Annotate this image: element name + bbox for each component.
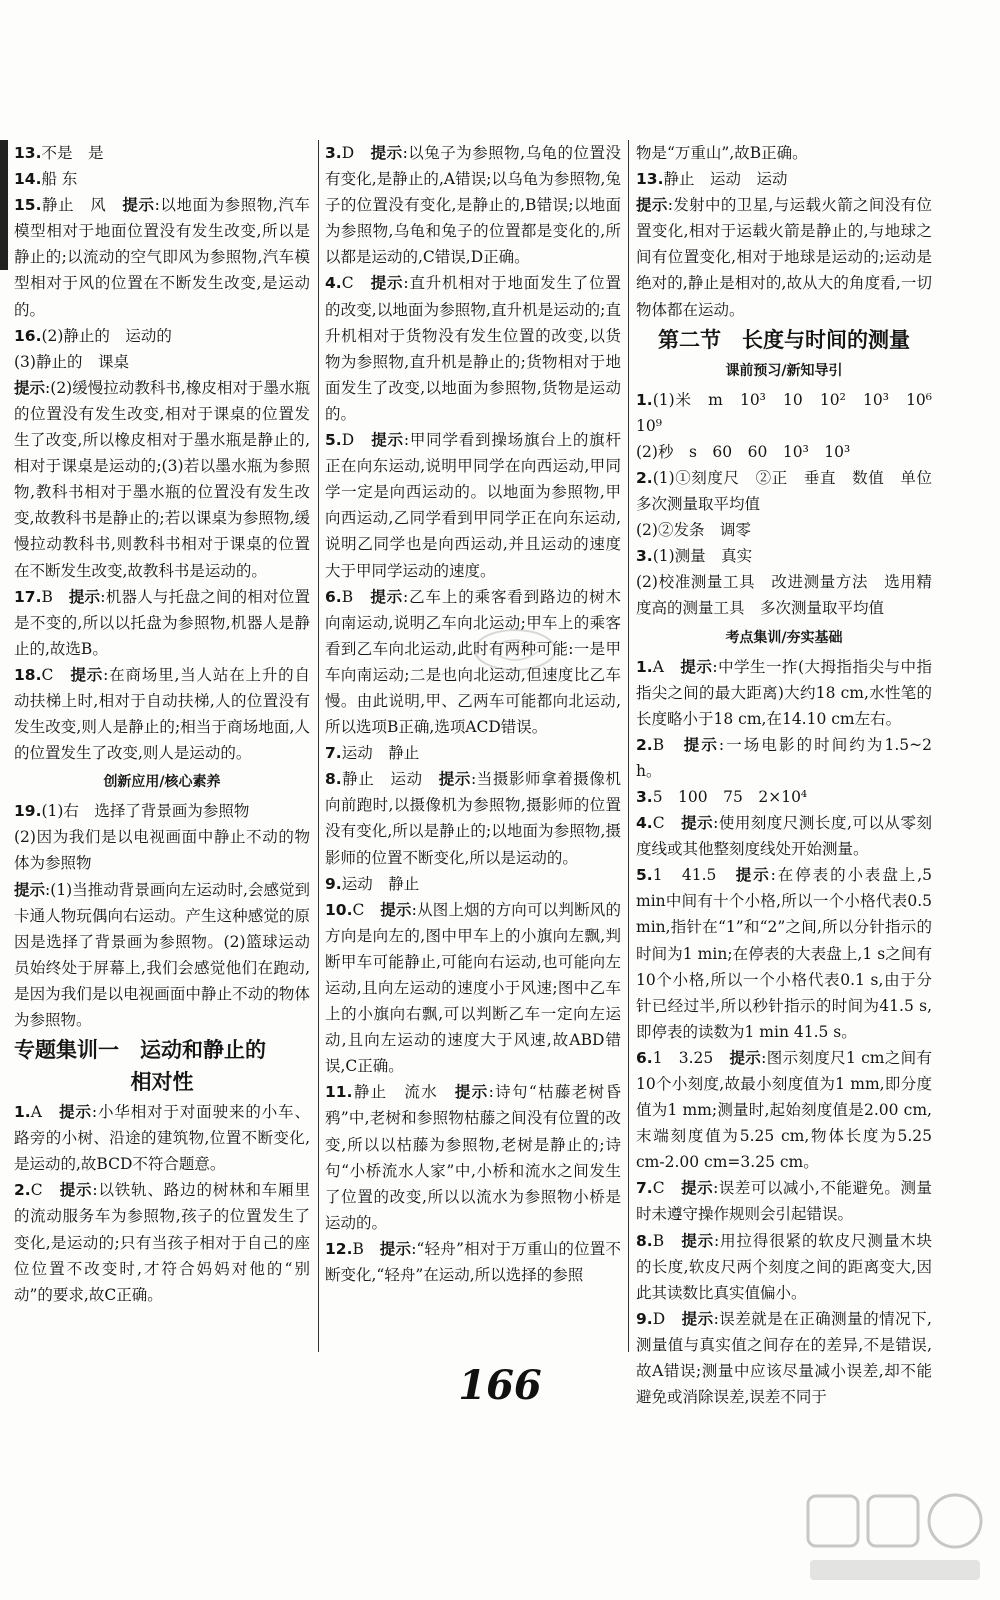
answer-number: 1.	[14, 1103, 31, 1122]
answer-text: C	[30, 1181, 60, 1200]
answer-text: D	[652, 1309, 682, 1328]
watermark-stamp-icon	[470, 625, 560, 675]
answer-number: 1.	[636, 390, 653, 409]
hint-text: :“轻舟”相对于万重山的位置不断变化,“轻舟”在运动,所以选择的参照	[325, 1239, 621, 1285]
answer-item	[636, 1228, 932, 1306]
hint-text: :在商场里,当人站在上升的自动扶梯上时,相对于自动扶梯,人的位置没有发生改变,则人是静止的;相当于商场地面,人的位置发生了改变,则人是运动的。	[14, 665, 310, 763]
answer-text: C	[652, 1179, 682, 1198]
answer-number: 6.	[636, 1048, 653, 1067]
hint-label: 提示	[379, 1239, 412, 1258]
section-heading: 第二节 长度与时间的测量	[658, 327, 910, 352]
answer-item	[636, 543, 932, 569]
answer-text: (1)米 m 10³ 10 10² 10³ 10⁶ 10⁹	[636, 390, 948, 435]
hint-label: 提示	[681, 1231, 715, 1250]
hint-text: :(2)缓慢拉动教科书,橡皮相对于墨水瓶的位置没有发生改变,相对于课桌的位置发生了改变,所以橡皮相对于墨水瓶是静止的,相对于课桌是运动的;(3)若以墨水瓶为参照物,教科书相对于墨水瓶的位置没有发生改变,故教科书是静止的;若以课桌为参照物,缓慢拉动教科书,则教科书相对于课桌的位置在不断发生改变,故教科书是运动的。	[14, 378, 310, 580]
answer-number: 3.	[636, 547, 653, 566]
answer-item	[325, 1079, 621, 1236]
answer-number: 15.	[14, 196, 42, 215]
answer-number: 9.	[325, 874, 342, 893]
answer-text: C	[41, 665, 71, 684]
hint-text: :一场电影的时间约为1.5~2 h。	[636, 735, 932, 780]
column-divider	[628, 140, 629, 1352]
answer-text: B	[352, 1239, 380, 1258]
hint-text: :用拉得很紧的软皮尺测量木块的长度,软皮尺两个刻度之间的距离变大,因此其读数比真实值偏小。	[636, 1231, 932, 1302]
answer-text: 静止 运动 运动	[663, 170, 788, 189]
answer-number: 19.	[14, 802, 42, 821]
hint-text: :甲同学看到操场旗台上的旗杆正在向东运动,说明甲同学在向西运动,甲同学一定是向西运动的。以地面为参照物,甲向西运动,乙同学看到甲同学正在向东运动,说明乙同学也是向西运动,并且运动的速度大于甲同学运动的速度。	[325, 431, 621, 580]
answer-number: 2.	[14, 1181, 31, 1200]
page-number: 166	[458, 1362, 542, 1409]
answer-item	[636, 569, 932, 621]
hint-text: :发射中的卫星,与运载火箭之间没有位置变化,相对于运载火箭是静止的,与地球之间有位置变化,相对于地球是运动的;运动是绝对的,静止是相对的,故从大的角度看,一切物体都在运动。	[636, 196, 932, 319]
hint-label: 提示	[70, 665, 104, 684]
answer-text: 5 100 75 2×10⁴	[652, 787, 808, 806]
column-divider	[318, 140, 319, 1352]
answer-text: 1 41.5	[652, 866, 736, 885]
section-subheading: 考点集训/夯实基础	[725, 629, 843, 646]
answer-item	[325, 897, 621, 1080]
section-subheading: 创新应用/核心素养	[103, 774, 221, 791]
answer-text: 运动 静止	[341, 744, 420, 763]
answer-item	[325, 766, 621, 870]
hint-label: 提示	[370, 144, 403, 162]
answer-number: 9.	[636, 1309, 653, 1328]
answer-text: 物是“万重山”,故B正确。	[636, 144, 808, 162]
answer-text: (2)②发条 调零	[636, 521, 751, 540]
answer-text: (1)①刻度尺 ②正 垂直 数值 单位 多次测量取平均值	[636, 468, 948, 514]
answer-number: 18.	[14, 665, 42, 684]
hint-label: 提示	[371, 431, 404, 450]
answer-item	[14, 349, 310, 375]
hint-text: :从图上烟的方向可以判断风的方向是向左的,图中甲车上的小旗向左飘,判断甲车可能静止,可能向右运动,也可能向左运动,且向左运动的速度小于风速;图中乙车上的小旗向右飘,可以判断乙车一定向左运动,且向左运动的速度大于风速,故ABD错误,C正确。	[325, 900, 621, 1076]
hint-text: :以兔子为参照物,乌龟的位置没有变化,是静止的,A错误;以乌龟为参照物,兔子的位置没有变化,是静止的,B错误;以地面为参照物,乌龟和兔子的位置都是变化的,所以都是运动的,C错误,D正确。	[325, 144, 621, 267]
answer-number: 7.	[325, 744, 342, 763]
hint-text: :直升机相对于地面发生了位置的改变,以地面为参照物,直升机是运动的;直升机相对于货物没有发生位置的改变,以货物为参照物,直升机是静止的;货物相对于地面发生了改变,以地面为参照物,货物是运动的。	[325, 274, 621, 423]
hint-text: :当摄影师拿着摄像机向前跑时,以摄像机为参照物,摄影师的位置没有变化,所以是静止的;以地面为参照物,摄影师的位置不断变化,所以是运动的。	[325, 770, 621, 867]
answer-text: D	[341, 431, 372, 450]
hint-label: 提示	[683, 735, 719, 754]
answer-text: (2)静止的 运动的	[41, 326, 172, 345]
hint-label: 提示	[636, 196, 668, 215]
answer-number: 5.	[325, 431, 342, 450]
column-middle	[325, 140, 621, 1352]
answer-number: 8.	[636, 1231, 653, 1250]
hint-label: 提示	[59, 1181, 93, 1200]
hint-text: :误差就是在正确测量的情况下,测量值与真实值之间存在的差异,不是错误,故A错误;测量中应该尽量减小误差,却不能避免或消除误差,误差不同于	[636, 1309, 932, 1407]
answer-item	[14, 192, 310, 322]
watermark-logo-icon	[800, 1488, 990, 1588]
answer-item	[636, 810, 932, 862]
hint-text: :以地面为参照物,汽车模型相对于地面位置没有发生改变,所以是静止的;以流动的空气即风为参照物,汽车模型相对于风的位置在不断发生改变,是运动的。	[14, 196, 310, 319]
answer-text: A	[30, 1103, 60, 1122]
answer-text: A	[652, 657, 681, 676]
answer-text: C	[652, 814, 682, 833]
answer-item	[14, 166, 310, 192]
hint-label: 提示	[729, 1048, 762, 1067]
hint-label: 提示	[14, 880, 46, 899]
answer-number: 3.	[636, 787, 653, 806]
answer-text: 船 东	[41, 170, 78, 189]
hint-label: 提示	[59, 1103, 92, 1122]
hint-text: :乙车上的乘客看到路边的树木向南运动,说明乙车向北运动;甲车上的乘客看到乙车向北运动,此时有两种可能:一是甲车向南运动;二是也向北运动,但速度比乙车慢。由此说明,甲、乙两车可能都向北运动,所以选项B正确,选项ACD错误。	[325, 587, 621, 737]
answer-item	[325, 270, 621, 427]
answer-item	[636, 517, 932, 543]
answer-number: 10.	[325, 900, 353, 919]
binding-edge-bar	[0, 140, 8, 270]
answer-item	[636, 1045, 932, 1175]
hint-label: 提示	[370, 587, 404, 606]
answer-item	[325, 427, 621, 584]
answer-item	[325, 140, 621, 270]
answer-item	[14, 140, 310, 166]
answer-text: 不是 是	[41, 144, 104, 162]
answer-number: 17.	[14, 587, 42, 606]
answer-text: 静止 运动	[341, 770, 439, 789]
answer-text: 1 3.25	[652, 1048, 730, 1067]
hint-text: :图示刻度尺1 cm之间有10个小刻度,故最小刻度值为1 mm,即分度值为1 mm;测量时,起始刻度值是2.00 cm,末端刻度值为5.25 cm,物体长度为5.25 cm-2.00 cm=3.25 cm。	[636, 1048, 933, 1172]
answer-text: B	[652, 735, 684, 754]
answer-number: 13.	[636, 170, 664, 189]
hint-text: :在停表的小表盘上,5 min中间有十个小格,所以一个小格代表0.5 min,指针在“1”和“2”之间,所以分针指示的时间为1 min;在停表的大表盘上,1 s之间有10个小格,所以一个小格代表0.1 s,由于分针已经过半,所以秒针指示的时间为41.5 s,即停表的读数为1 min 41.5 s。	[636, 866, 932, 1041]
answer-number: 2.	[636, 468, 653, 487]
hint-label: 提示	[370, 274, 404, 293]
answer-item	[14, 1177, 310, 1307]
answer-item	[636, 1175, 932, 1227]
answer-text: B	[341, 587, 371, 606]
answer-number: 14.	[14, 170, 42, 189]
answer-number: 4.	[636, 814, 653, 833]
answer-item	[636, 140, 932, 166]
hint-label: 提示	[681, 1179, 714, 1198]
answer-item	[636, 192, 932, 322]
section-heading: 专题集训一 运动和静止的	[14, 1038, 266, 1063]
hint-text: :诗句“枯藤老树昏鸦”中,老树和参照物枯藤之间没有位置的改变,所以以枯藤为参照物,老树是静止的;诗句“小桥流水人家”中,小桥和流水之间发生了位置的改变,所以以流水为参照物小桥是运动的。	[325, 1083, 621, 1232]
answer-item	[636, 439, 932, 465]
answer-item	[636, 784, 932, 810]
hint-label: 提示	[14, 378, 46, 397]
answer-number: 8.	[325, 770, 342, 789]
section-subheading: 课前预习/新知导引	[725, 362, 843, 379]
answer-number: 4.	[325, 274, 342, 293]
answer-item	[636, 732, 932, 784]
answer-item	[14, 877, 310, 1034]
answer-number: 5.	[636, 866, 653, 885]
answer-item	[14, 662, 310, 766]
hint-text: :中学生一拃(大拇指指尖与中指指尖之间的最大距离)大约18 cm,水性笔的长度略小于18 cm,在14.10 cm左右。	[636, 657, 932, 728]
hint-label: 提示	[438, 770, 471, 789]
answer-number: 3.	[325, 144, 342, 162]
answer-item	[14, 798, 310, 824]
answer-item	[14, 584, 310, 662]
answer-item	[14, 1099, 310, 1177]
answer-text: (1)右 选择了背景画为参照物	[41, 802, 250, 821]
answer-text: (3)静止的 课桌	[14, 352, 129, 371]
hint-label: 提示	[681, 814, 714, 833]
hint-label: 提示	[680, 657, 713, 676]
answer-text: (2)因为我们是以电视画面中静止不动的物体为参照物	[14, 828, 310, 873]
hint-text: :误差可以减小,不能避免。测量时未遵守操作规则会引起错误。	[636, 1179, 932, 1224]
answer-number: 1.	[636, 657, 653, 676]
hint-label: 提示	[380, 900, 412, 919]
answer-text: 运动 静止	[341, 874, 420, 893]
hint-text: :机器人与托盘之间的相对位置是不变的,所以以托盘为参照物,机器人是静止的,故选B。	[14, 587, 310, 658]
answer-item	[636, 654, 932, 732]
hint-label: 提示	[681, 1309, 714, 1328]
answer-number: 12.	[325, 1239, 353, 1258]
answer-text: B	[41, 587, 69, 606]
hint-text: :(1)当推动背景画向左运动时,会感觉到卡通人物玩偶向右运动。产生这种感觉的原因是选择了背景画为参照物。(2)篮球运动员始终处于屏幕上,我们会感觉他们在跑动,是因为我们是以电视画面中静止不动的物体为参照物。	[14, 880, 310, 1029]
answer-number: 11.	[325, 1083, 353, 1102]
answer-text: B	[652, 1231, 682, 1250]
answer-text: (1)测量 真实	[652, 547, 753, 566]
answer-text: (2)校准测量工具 改进测量方法 选用精度高的测量工具 多次测量取平均值	[636, 573, 932, 618]
hint-label: 提示	[68, 587, 101, 606]
answer-number: 16.	[14, 326, 42, 345]
answer-text: 静止 风	[41, 196, 123, 215]
column-right	[636, 140, 948, 1407]
answer-number: 13.	[14, 144, 42, 162]
answer-item	[325, 1236, 621, 1288]
answer-item	[636, 465, 948, 517]
answer-item	[325, 871, 621, 897]
answer-text: (2)秒 s 60 60 10³ 10³	[636, 442, 851, 461]
answer-item	[14, 375, 310, 584]
section-heading: 相对性	[130, 1070, 194, 1095]
answer-text: C	[341, 274, 371, 293]
hint-label: 提示	[122, 196, 155, 215]
hint-label: 提示	[735, 866, 771, 885]
answer-item	[636, 862, 932, 1045]
hint-text: :小华相对于对面驶来的小车、路旁的小树、沿途的建筑物,位置不断变化,是运动的,故BCD不符合题意。	[14, 1103, 310, 1174]
hint-label: 提示	[454, 1083, 489, 1102]
answer-item	[14, 824, 310, 876]
hint-text: :使用刻度尺测长度,可以从零刻度线或其他整刻度线处开始测量。	[636, 814, 932, 859]
answer-text: D	[341, 144, 371, 162]
answer-number: 2.	[636, 735, 653, 754]
answer-item	[14, 323, 310, 349]
answer-text: C	[352, 900, 381, 919]
answer-text: 静止 流水	[352, 1083, 455, 1102]
hint-text: :以铁轨、路边的树林和车厢里的流动服务车为参照物,孩子的位置发生了变化,是运动的;只有当孩子相对于自己的座位位置不改变时,才符合妈妈对他的“别动”的要求,故C正确。	[14, 1181, 310, 1304]
answer-item	[636, 387, 948, 439]
answer-number: 6.	[325, 587, 342, 606]
answer-item	[325, 740, 621, 766]
answer-item	[636, 166, 932, 192]
answer-number: 7.	[636, 1179, 653, 1198]
column-left	[14, 140, 310, 1352]
